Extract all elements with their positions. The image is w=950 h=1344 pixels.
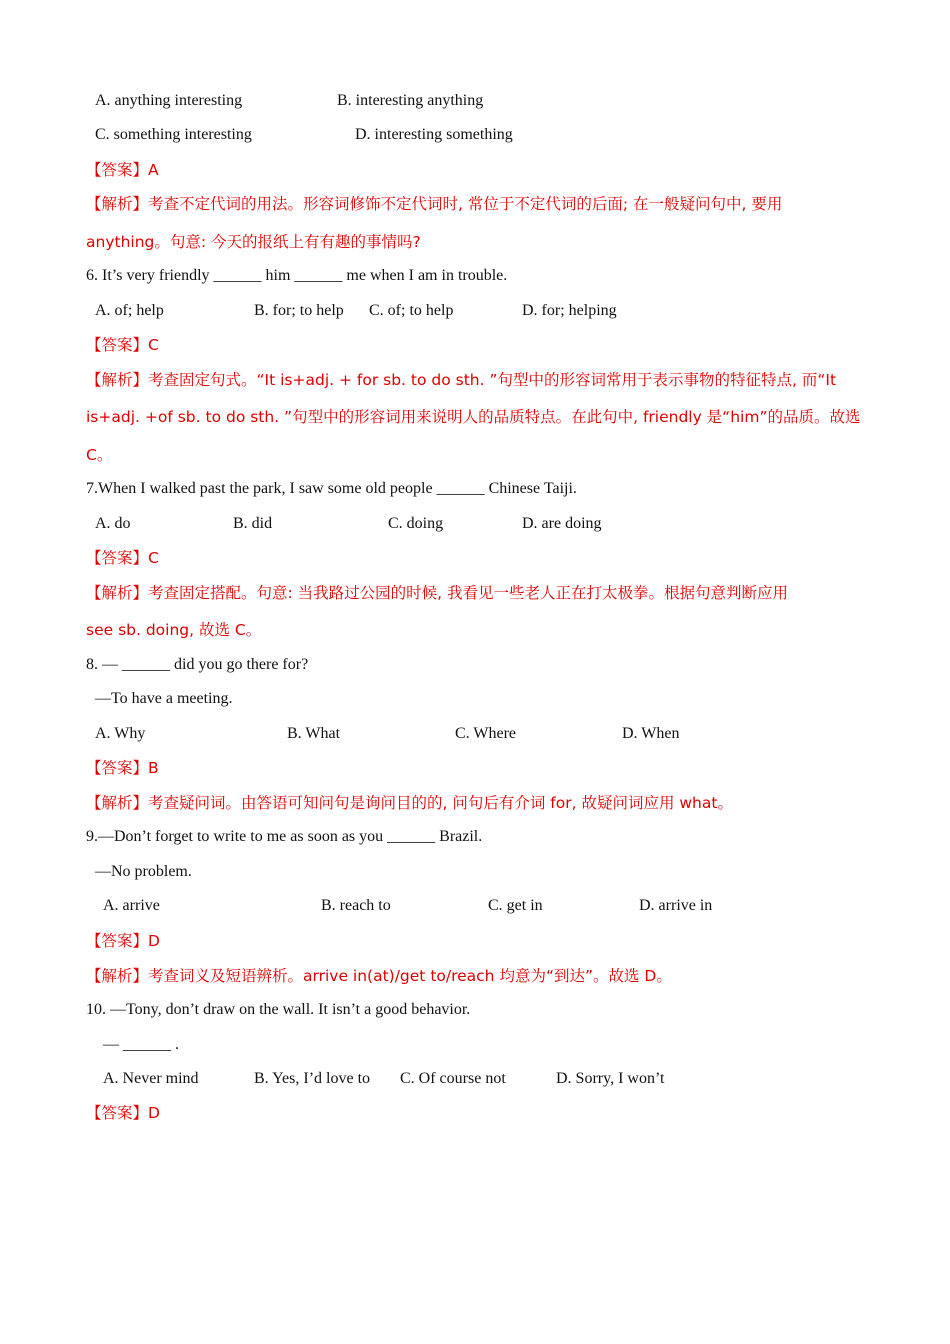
q8-option-c: C. Where: [455, 725, 517, 742]
q6-option-b: B. for; to help: [254, 302, 344, 319]
q7-option-b: B. did: [233, 515, 273, 532]
q9-option-a: A. arrive: [103, 897, 160, 914]
q8-reply: —To have a meeting.: [95, 690, 233, 707]
q5-option-a: A. anything interesting: [95, 92, 243, 109]
q8-option-b: B. What: [287, 725, 341, 742]
q9-option-d: D. arrive in: [639, 897, 713, 914]
q10-option-b: B. Yes, I’d love to: [254, 1070, 371, 1087]
q6-stem: 6. It’s very friendly ______ him ______ me when I am in trouble.: [86, 267, 508, 284]
q9-answer: 【答案】D: [86, 932, 160, 950]
q10-reply: — ______ .: [103, 1036, 179, 1053]
q5-option-b: B. interesting anything: [337, 92, 484, 109]
q7-option-c: C. doing: [388, 515, 444, 532]
q10-option-a: A. Never mind: [103, 1070, 199, 1087]
q8-answer: 【答案】B: [86, 759, 159, 777]
q10-answer: 【答案】D: [86, 1104, 160, 1122]
q7-option-a: A. do: [95, 515, 131, 532]
q9-explanation-line1: 【解析】考查词义及短语辨析。arrive in(at)/get to/reach 均意为“到达”。故选 D。: [86, 967, 672, 985]
q7-option-d: D. are doing: [522, 515, 602, 532]
q8-explanation-line1: 【解析】考查疑问词。由答语可知问句是询问目的的, 问句后有介词 for, 故疑问词应用 what。: [86, 794, 733, 812]
q7-answer: 【答案】C: [86, 549, 159, 567]
q9-reply: —No problem.: [95, 863, 192, 880]
q10-stem: 10. —Tony, don’t draw on the wall. It isn’t a good behavior.: [86, 1001, 471, 1018]
q6-explanation-line3: C。: [86, 446, 113, 464]
q7-stem: 7.When I walked past the park, I saw some old people ______ Chinese Taiji.: [86, 480, 577, 497]
q6-option-d: D. for; helping: [522, 302, 617, 319]
q6-answer: 【答案】C: [86, 336, 159, 354]
q5-option-d: D. interesting something: [355, 126, 513, 143]
q6-option-a: A. of; help: [95, 302, 164, 319]
q9-option-c: C. get in: [488, 897, 543, 914]
q6-explanation-line1: 【解析】考查固定句式。“It is+adj. + for sb. to do sth. ”句型中的形容词常用于表示事物的特征特点, 而“It: [86, 371, 837, 389]
q6-option-c: C. of; to help: [369, 302, 454, 319]
q8-stem: 8. — ______ did you go there for?: [86, 656, 309, 673]
q10-option-c: C. Of course not: [400, 1070, 506, 1087]
q8-option-a: A. Why: [95, 725, 146, 742]
q10-option-d: D. Sorry, I won’t: [556, 1070, 665, 1087]
q7-explanation-line1: 【解析】考查固定搭配。句意: 当我路过公园的时候, 我看见一些老人正在打太极拳。根据句意判断应用: [86, 584, 789, 602]
q6-explanation-line2: is+adj. +of sb. to do sth. ”句型中的形容词用来说明人的品质特点。在此句中, friendly 是“him”的品质。故选: [86, 408, 861, 426]
q5-answer: 【答案】A: [86, 161, 159, 179]
q9-option-b: B. reach to: [321, 897, 391, 914]
q9-stem: 9.—Don’t forget to write to me as soon as you ______ Brazil.: [86, 828, 483, 845]
q5-explanation-line1: 【解析】考查不定代词的用法。形容词修饰不定代词时, 常位于不定代词的后面; 在一般疑问句中, 要用: [86, 195, 783, 213]
q7-explanation-line2: see sb. doing, 故选 C。: [86, 621, 262, 639]
q5-explanation-line2: anything。句意: 今天的报纸上有有趣的事情吗?: [86, 233, 421, 251]
q8-option-d: D. When: [622, 725, 680, 742]
q5-option-c: C. something interesting: [95, 126, 252, 143]
